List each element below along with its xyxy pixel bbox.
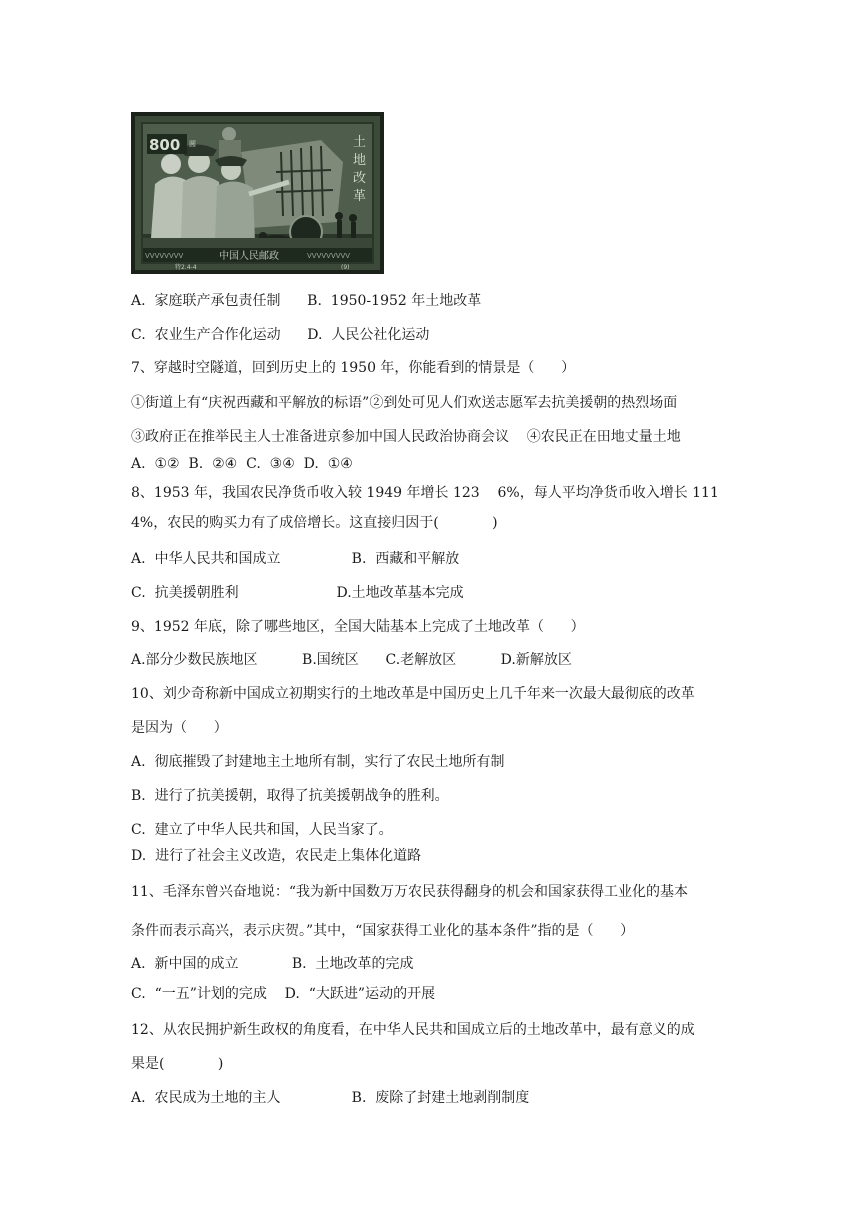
q12-question-line2: 果是( ) [131, 1056, 224, 1072]
svg-text:VVVVVVVVV: VVVVVVVVV [307, 252, 351, 260]
stamp-bottom-text: 中国人民邮政 [219, 251, 279, 262]
q7-question: 7、穿越时空隧道，回到历史上的 1950 年，你能看到的情景是（ ） [131, 360, 576, 376]
land-reform-stamp-image [131, 112, 384, 274]
q10-option-c: C. 建立了中华人民共和国，人民当家了。 [131, 822, 393, 838]
q8-options-ab: A. 中华人民共和国成立 B. 西藏和平解放 [131, 551, 460, 567]
q7-statement-3-4: ③政府正在推举民主人士准备进京参加中国人民政治协商会议 ④农民正在田地丈量土地 [131, 429, 681, 445]
stamp-serial-right: (9) [341, 264, 350, 271]
q10-option-b: B. 进行了抗美援朝，取得了抗美援朝战争的胜利。 [131, 788, 449, 804]
q11-question-line2: 条件而表示高兴，表示庆贺。”其中，“国家获得工业化的基本条件”指的是（ ） [131, 923, 635, 939]
stamp-unit: 圆 [189, 140, 196, 148]
stamp-denomination: 800 [149, 136, 181, 154]
q11-question-line1: 11、毛泽东曾兴奋地说：“我为新中国数万万农民获得翻身的机会和国家获得工业化的基本 [131, 884, 688, 900]
svg-text:土: 土 [353, 135, 367, 150]
q11-options-ab: A. 新中国的成立 B. 土地改革的完成 [131, 956, 414, 972]
q6-options-ab: A. 家庭联产承包责任制 B. 1950-1952 年土地改革 [131, 293, 482, 309]
q8-options-cd: C. 抗美援朝胜利 D.土地改革基本完成 [131, 585, 464, 601]
svg-text:革: 革 [353, 189, 367, 204]
q10-option-d: D. 进行了社会主义改造，农民走上集体化道路 [131, 848, 422, 864]
q9-question: 9、1952 年底，除了哪些地区，全国大陆基本上完成了土地改革（ ） [131, 619, 585, 635]
q12-question-line1: 12、从农民拥护新生政权的角度看，在中华人民共和国成立后的土地改革中，最有意义的成 [131, 1022, 695, 1038]
q6-options-cd: C. 农业生产合作化运动 D. 人民公社化运动 [131, 327, 430, 343]
svg-text:VVVVVVVV: VVVVVVVV [145, 252, 184, 260]
q12-options-ab: A. 农民成为土地的主人 B. 废除了封建土地剥削制度 [131, 1090, 530, 1106]
q9-options: A.部分少数民族地区 B.国统区 C.老解放区 D.新解放区 [131, 652, 572, 668]
q11-options-cd: C. “一五”计划的完成 D. “大跃进”运动的开展 [131, 986, 436, 1002]
q8-question-line2: 4%，农民的购买力有了成倍增长。这直接归因于( ) [131, 515, 498, 531]
q10-question-line1: 10、刘少奇称新中国成立初期实行的土地改革是中国历史上几千年来一次最大最彻底的改革 [131, 686, 695, 702]
svg-text:改: 改 [353, 171, 367, 186]
svg-text:地: 地 [353, 153, 367, 168]
stamp-serial-left: 特2.4-4 [175, 264, 197, 271]
q10-question-line2: 是因为（ ） [131, 720, 228, 736]
q7-options: A. ①② B. ②④ C. ③④ D. ①④ [131, 456, 353, 472]
q10-option-a: A. 彻底摧毁了封建地主土地所有制，实行了农民土地所有制 [131, 754, 505, 770]
q7-statement-1-2: ①街道上有“庆祝西藏和平解放的标语”②到处可见人们欢送志愿军去抗美援朝的热烈场面 [131, 395, 678, 411]
q8-question-line1: 8、1953 年，我国农民净货币收入较 1949 年增长 123 6%，每人平均净货币收入增长 111 [131, 485, 719, 501]
